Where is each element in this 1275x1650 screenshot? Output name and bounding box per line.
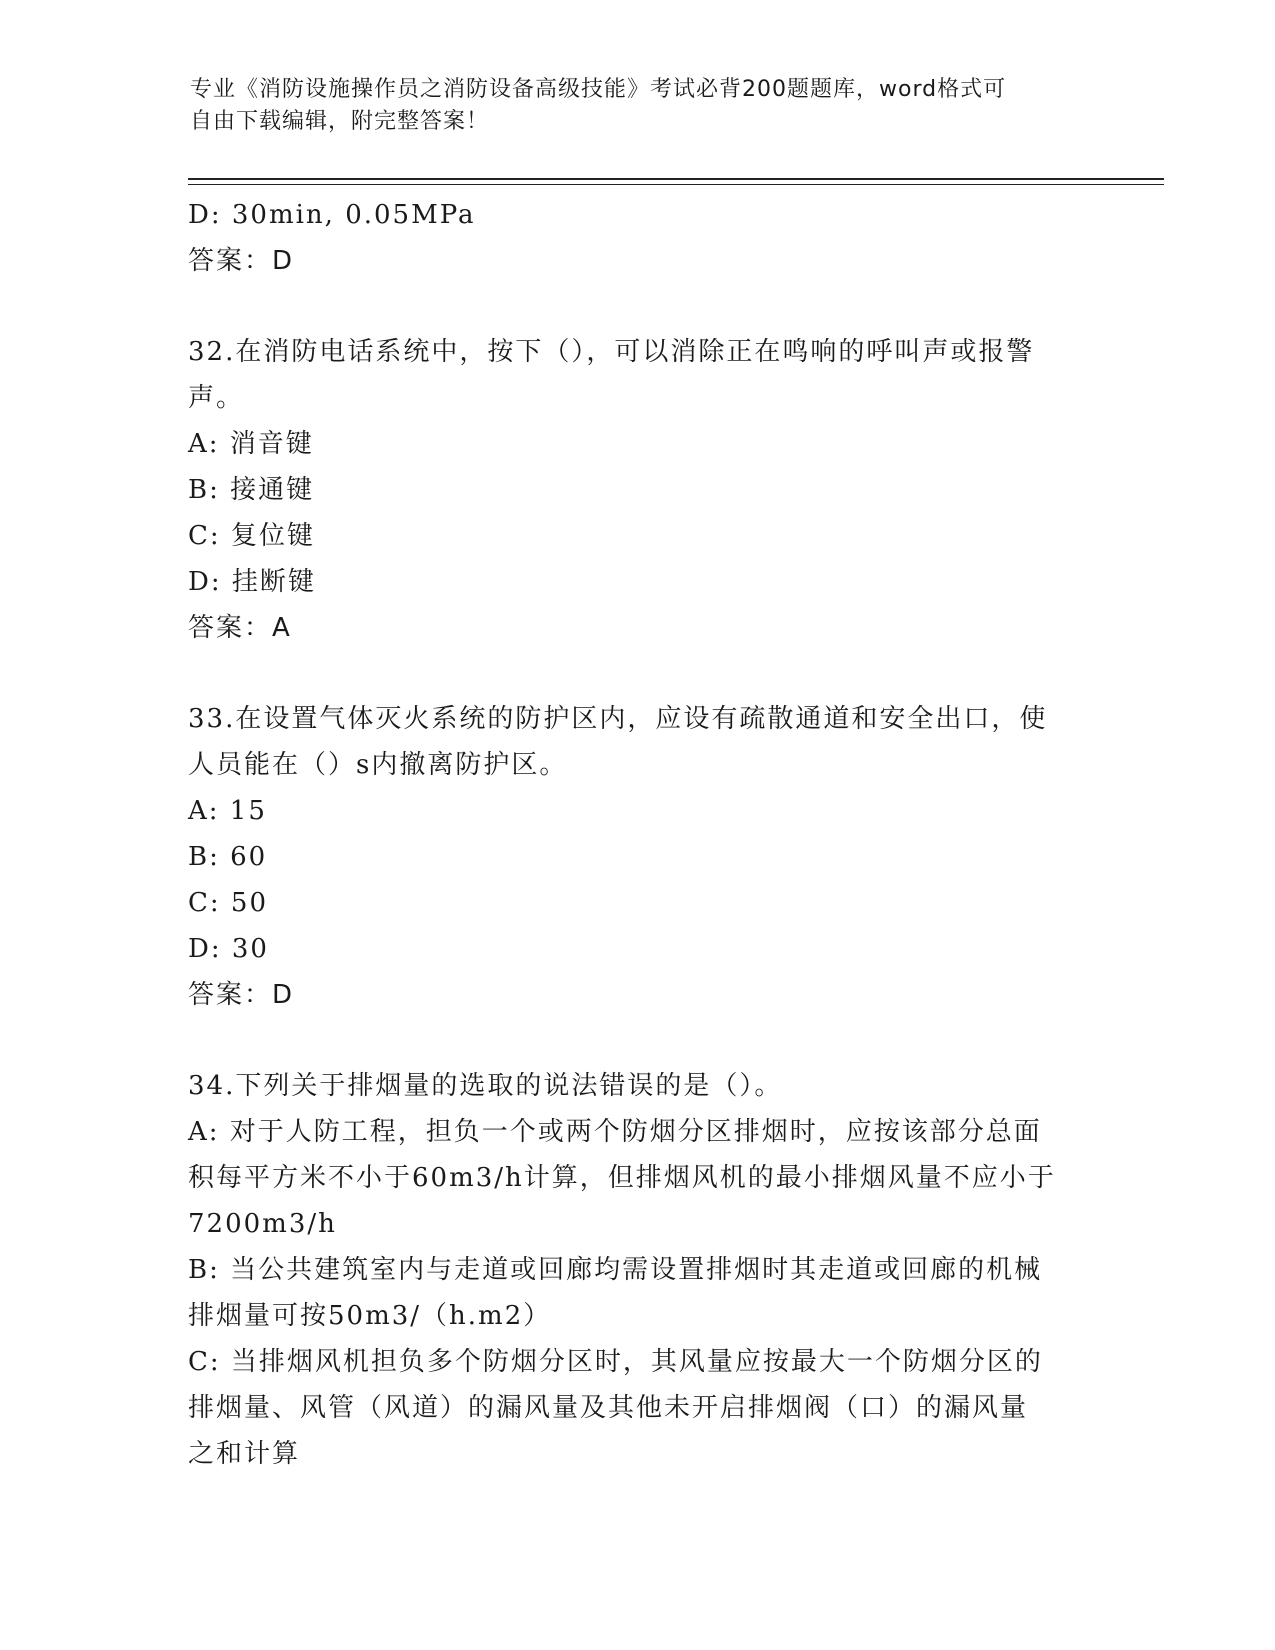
option-b-line: 排烟量可按50m3/（h.m2） [188,1301,552,1331]
option-c-line: C: 当排烟风机担负多个防烟分区时，其风量应按最大一个防烟分区的 [188,1347,1043,1377]
question-text-line: 33.在设置气体灭火系统的防护区内，应设有疏散通道和安全出口，使 [188,704,1048,734]
option-a: A: 消音键 [188,429,314,459]
header-divider [188,178,1164,185]
header-line-2: 自由下载编辑，附完整答案！ [190,109,490,134]
option-c-line: 排烟量、风管（风道）的漏风量及其他未开启排烟阀（口）的漏风量 [188,1393,1029,1423]
answer-line: 答案：D [188,246,295,276]
answer-line: 答案：A [188,613,292,643]
option-a-line: 积每平方米不小于60m3/h计算，但排烟风机的最小排烟风量不应小于 [188,1163,1056,1193]
question-text-line: 34.下列关于排烟量的选取的说法错误的是（）。 [188,1071,783,1101]
question-text-line: 声。 [188,383,245,413]
option-a-line: A: 对于人防工程，担负一个或两个防烟分区排烟时，应按该部分总面 [188,1117,1042,1147]
spacer [188,284,1088,329]
option-b: B: 接通键 [188,475,315,505]
question-text-line: 人员能在（）s内撤离防护区。 [188,750,568,780]
option-c: C: 50 [188,888,269,918]
option-d: D: 30 [188,934,269,964]
option-d: D: 挂断键 [188,567,316,597]
spacer [188,1018,1088,1063]
spacer [188,651,1088,696]
option-a-line: 7200m3/h [188,1209,337,1239]
option-c: C: 复位键 [188,521,315,551]
question-34 [188,1063,1088,1477]
option-b-line: B: 当公共建筑室内与走道或回廊均需设置排烟时其走道或回廊的机械 [188,1255,1043,1285]
option-a: A: 15 [188,796,267,826]
question-text-line: 32.在消防电话系统中，按下（），可以消除正在鸣响的呼叫声或报警 [188,337,1035,367]
question-32 [188,329,1088,651]
question-31-tail [188,192,1088,284]
question-33 [188,696,1088,1018]
header-line-1: 专业《消防设施操作员之消防设备高级技能》考试必背200题题库，word格式可 [190,77,1007,102]
answer-line: 答案：D [188,980,295,1010]
option-b: B: 60 [188,842,268,872]
option-c-line: 之和计算 [188,1439,301,1469]
document-body [188,192,1088,1477]
document-header [190,74,1090,138]
option-d: D: 30min, 0.05MPa [188,200,476,230]
